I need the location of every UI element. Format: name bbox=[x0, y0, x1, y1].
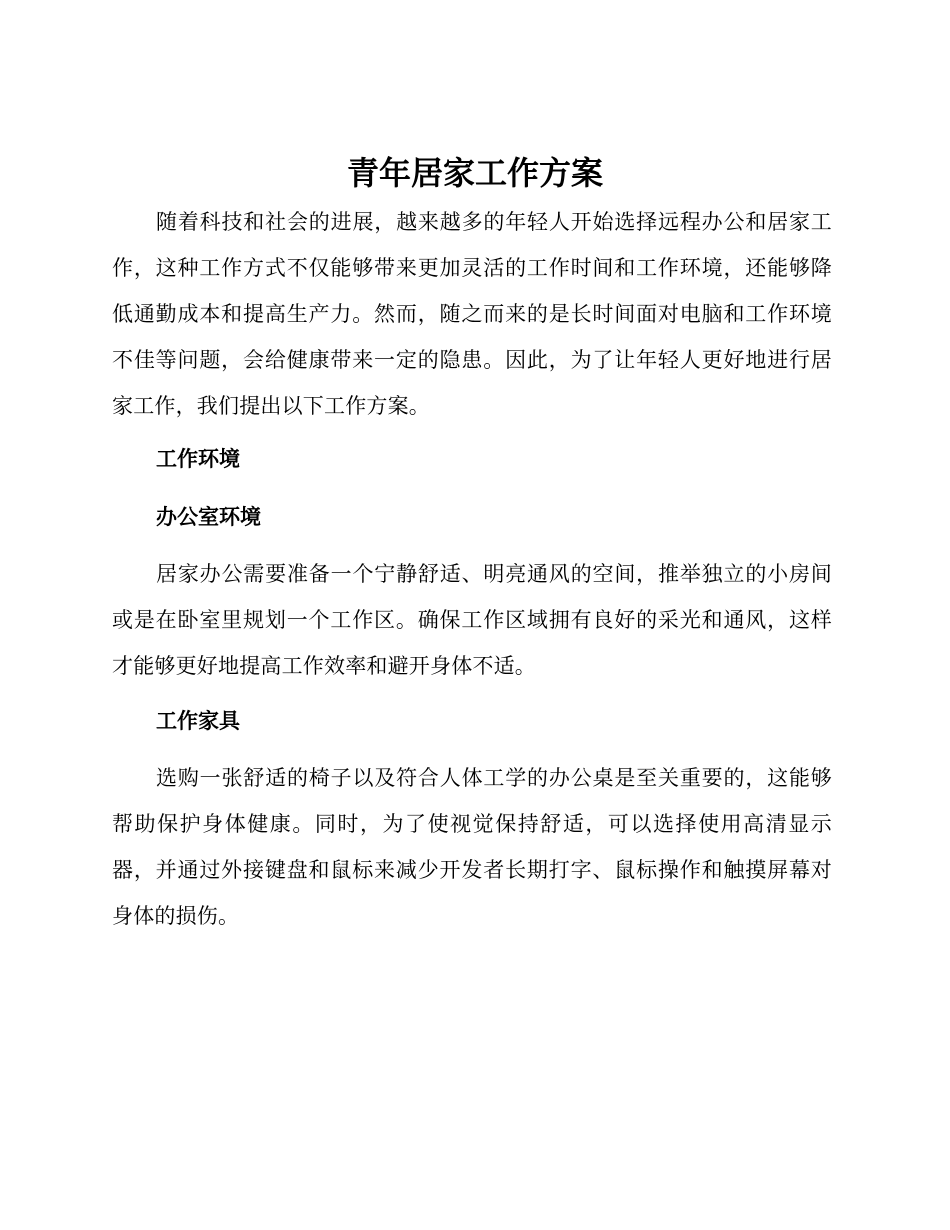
document-title: 青年居家工作方案 bbox=[346, 154, 603, 192]
work-furniture-paragraph: 选购一张舒适的椅子以及符合人体工学的办公桌是至关重要的，这能够帮助保护身体健康。同时，为了使视觉保持舒适，可以选择使用高清显示器，并通过外接键盘和鼠标来减少开发者长期打字、鼠标操作和触摸屏幕对身体的损伤。 bbox=[112, 766, 832, 928]
intro-paragraph: 随着科技和社会的进展，越来越多的年轻人开始选择远程办公和居家工作，这种工作方式不仅能够带来更加灵活的工作时间和工作环境，还能够降低通勤成本和提高生产力。然而，随之而来的是长时间面对电脑和工作环境不佳等问题，会给健康带来一定的隐患。因此，为了让年轻人更好地进行居家工作，我们提出以下工作方案。 bbox=[112, 210, 832, 418]
section-heading-office-environment: 办公室环境 bbox=[156, 505, 261, 529]
section-heading-work-furniture: 工作家具 bbox=[156, 709, 240, 733]
office-environment-paragraph: 居家办公需要准备一个宁静舒适、明亮通风的空间，推举独立的小房间或是在卧室里规划一个工作区。确保工作区域拥有良好的采光和通风，这样才能够更好地提高工作效率和避开身体不适。 bbox=[112, 562, 832, 678]
section-heading-work-environment: 工作环境 bbox=[156, 447, 240, 471]
